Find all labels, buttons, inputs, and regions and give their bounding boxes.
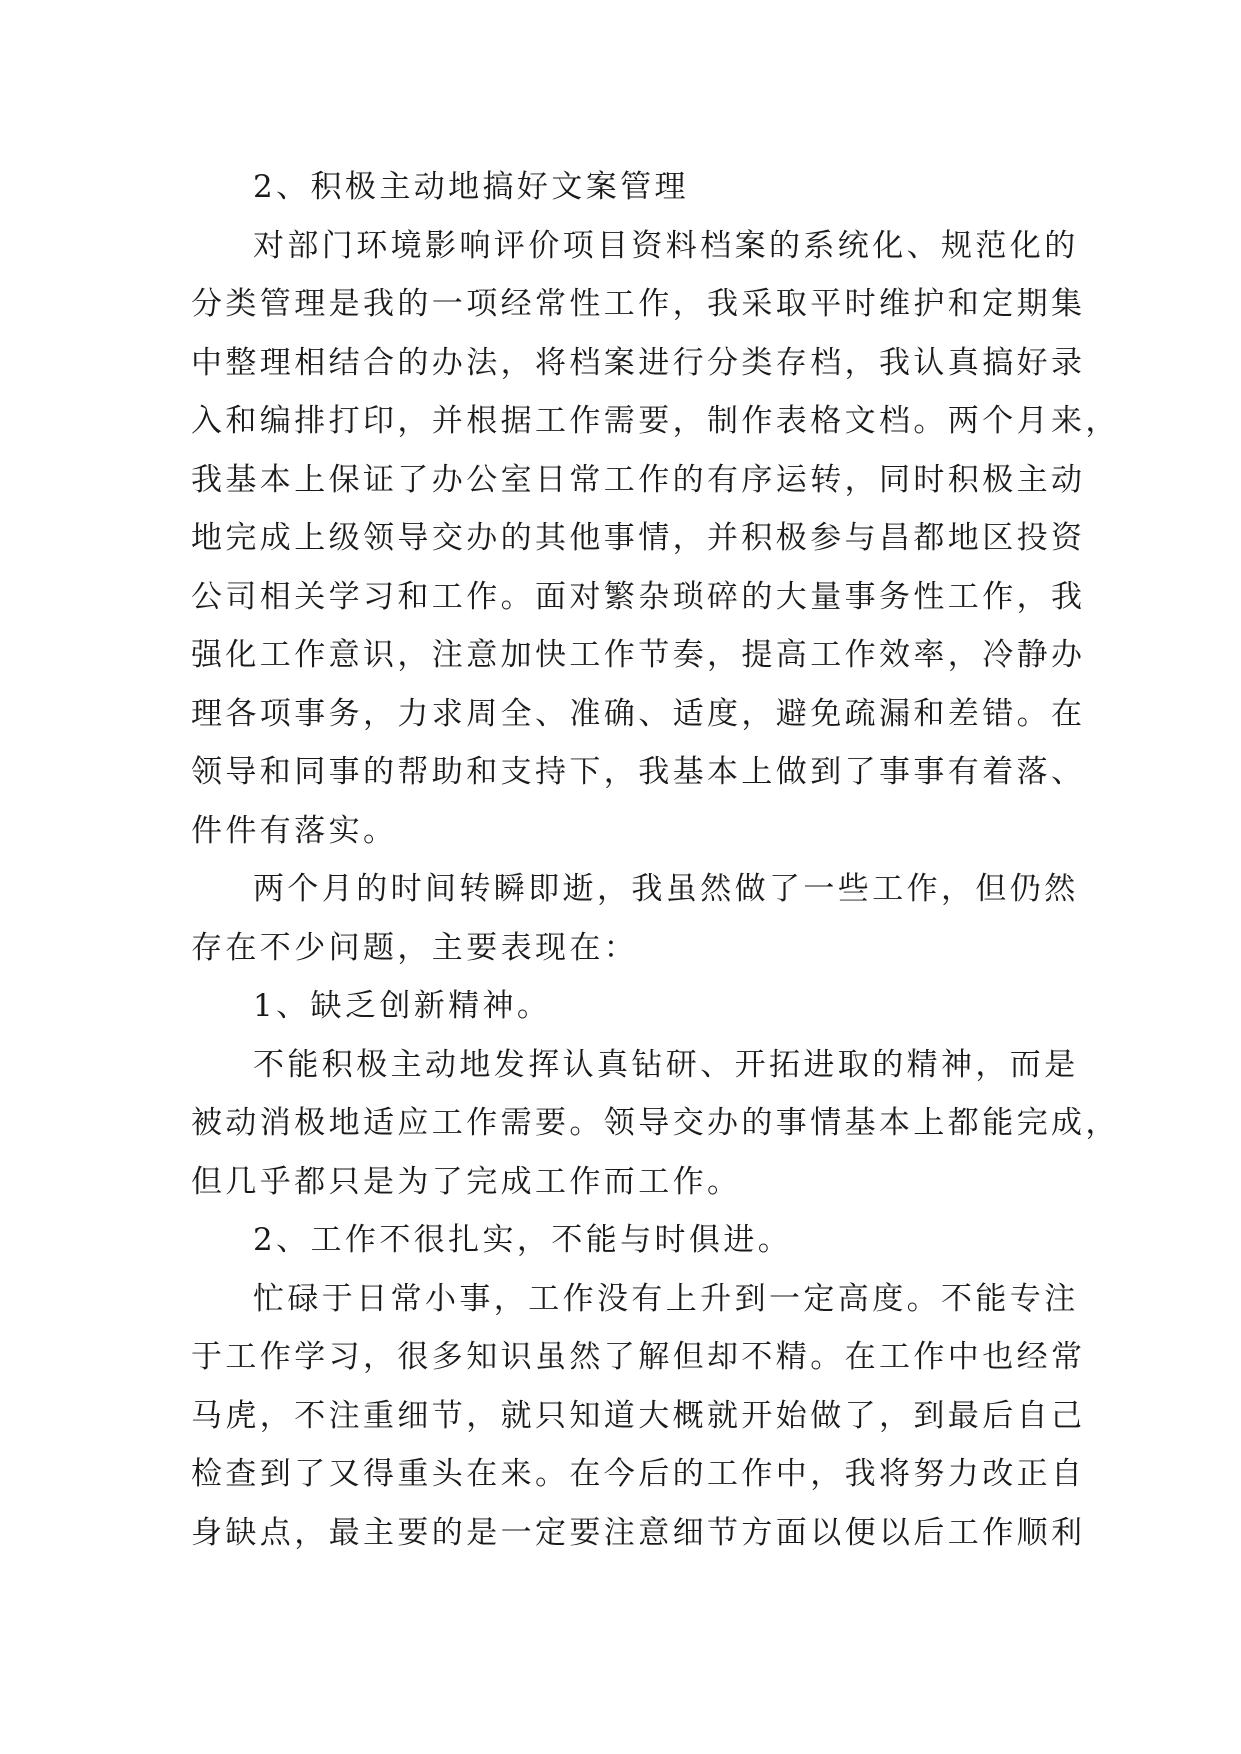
paragraph-line: 件件有落实。 (191, 812, 398, 849)
paragraph-line: 地完成上级领导交办的其他事情，并积极参与昌都地区投资 (191, 520, 1086, 556)
paragraph-line: 领导和同事的帮助和支持下，我基本上做到了事事有着落、 (191, 754, 1086, 790)
section-heading: 1、缺乏创新精神。 (253, 988, 552, 1024)
paragraph-line: 忙碌于日常小事，工作没有上升到一定高度。不能专注 (253, 1280, 1079, 1317)
document-body (191, 158, 1120, 1562)
paragraph-line: 对部门环境影响评价项目资料档案的系统化、规范化的 (253, 227, 1079, 264)
paragraph-line: 强化工作意识，注意加快工作节奏，提高工作效率，冷静办 (191, 637, 1086, 673)
paragraph-line: 被动消极地适应工作需要。领导交办的事情基本上都能完成， (191, 1105, 1120, 1141)
paragraph-line: 两个月的时间转瞬即逝，我虽然做了一些工作，但仍然 (253, 871, 1079, 907)
paragraph-line: 我基本上保证了办公室日常工作的有序运转，同时积极主动 (191, 461, 1086, 498)
section-heading: 2、积极主动地搞好文案管理 (253, 169, 689, 205)
paragraph-line: 分类管理是我的一项经常性工作，我采取平时维护和定期集 (191, 286, 1086, 322)
paragraph-line: 中整理相结合的办法，将档案进行分类存档，我认真搞好录 (191, 344, 1086, 381)
paragraph-line: 于工作学习，很多知识虽然了解但却不精。在工作中也经常 (191, 1339, 1086, 1375)
paragraph-line: 入和编排打印，并根据工作需要，制作表格文档。两个月来， (191, 403, 1120, 439)
paragraph-line: 身缺点，最主要的是一定要注意细节方面以便以后工作顺利 (191, 1514, 1086, 1551)
paragraph-line: 公司相关学习和工作。面对繁杂琐碎的大量事务性工作，我 (191, 578, 1086, 615)
paragraph-line: 不能积极主动地发挥认真钻研、开拓进取的精神，而是 (253, 1046, 1079, 1083)
section-heading: 2、工作不很扎实，不能与时俱进。 (253, 1222, 793, 1258)
paragraph-line: 但几乎都只是为了完成工作而工作。 (191, 1163, 742, 1200)
paragraph-line: 检查到了又得重头在来。在今后的工作中，我将努力改正自 (191, 1456, 1086, 1492)
paragraph-line: 存在不少问题，主要表现在： (191, 929, 639, 966)
paragraph-line: 理各项事务，力求周全、准确、适度，避免疏漏和差错。在 (191, 695, 1086, 732)
paragraph-line: 马虎，不注重细节，就只知道大概就开始做了，到最后自己 (191, 1397, 1086, 1434)
